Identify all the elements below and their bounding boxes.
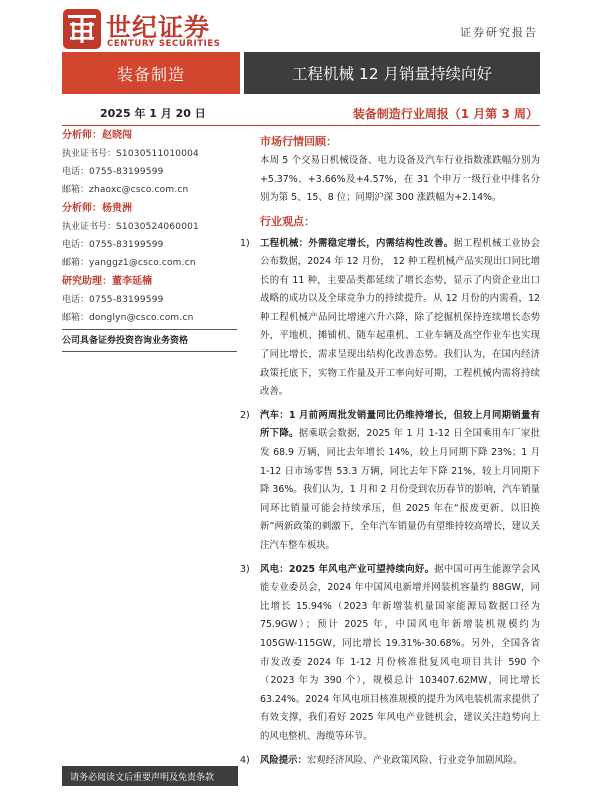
analyst-block: [62, 200, 237, 272]
item-heading: 风险提示：: [260, 754, 307, 766]
analyst-name: 分析师：杨贵洲: [62, 203, 132, 214]
item-text: [260, 752, 540, 771]
item-number: 4): [240, 754, 250, 766]
item-text: [260, 561, 540, 747]
qualification-note: 公司具备证券投资咨询业务资格: [62, 336, 189, 346]
sector-banner: 装备制造: [62, 52, 240, 94]
view-item-risk: [240, 752, 540, 771]
market-review-text: 本周 5 个交易日机械设备、电力设备及汽车行业指数涨跌幅分别为+5.37%、+3.66%及+4.57%，在 31 个申万一级行业中排名分别为第 5、15、8 位；同期沪深 300 涨跌幅为+2.14%。: [260, 155, 540, 203]
analyst-phone: 电话：0755-83199599: [62, 240, 164, 250]
report-type: 证券研究报告: [460, 26, 538, 39]
analyst-phone: 电话：0755-83199599: [62, 167, 164, 177]
item-number: 2): [240, 409, 250, 421]
item-body: 据乘联会数据，2025 年 1 月 1-12 日全国乘用车厂家批发 68.9 万辆，同比去年增长 14%，较上月同期下降 23%；1 月 1-12 日市场零售 53.3 万辆，同比去年下降 21%，较上月同期下降 36%。我们认为，1 月和 2 月份受到农历春节的影响，汽车销量同环比销量可能会持续承压，但 2025 年在“报废更新、以旧换新”两新政策的刺激下，全年汽车销量仍有望维持较高增长，建议关注汽车整车板块。: [260, 428, 540, 551]
assistant-name: 研究助理：董李延楠: [62, 276, 152, 287]
item-number: 1): [240, 237, 250, 249]
item-number: 3): [240, 563, 250, 575]
item-body: 据工程机械工业协会公布数据，2024 年 12 月份， 12 种工程机械产品实现出口同比增长的有 11 种，主要品类都延续了增长态势，显示了内资企业出口战略的成功以及全球竞争力的持续提升。从 12 月份的内需看，12 种工程机械产品同比增速六升六降，除了挖掘机保持连续增长态势外，平地机、摊铺机、随车起重机、工业车辆及高空作业车也实现了同比增长，需求呈现出结构化改善态势。我们认为，在国内经济政策托底下，实物工作量及开工率向好可期，工程机械内需将持续改善。: [260, 237, 540, 398]
report-title: 工程机械 12 月销量持续向好: [244, 52, 540, 94]
item-text: [260, 407, 540, 556]
report-date: 2025 年 1 月 20 日: [100, 107, 206, 120]
brand-name-cn: 世纪证券: [106, 13, 211, 42]
item-text: [260, 235, 540, 402]
analyst-email[interactable]: 邮箱：zhaoxc@csco.com.cn: [62, 185, 189, 195]
item-heading: 汽车：1 月前两周批发销量同比仍维持增长，但较上月同期销量有所下降。: [260, 409, 540, 440]
analyst-sidebar: [62, 126, 237, 352]
analyst-block: [62, 127, 237, 199]
item-heading: 工程机械：外需稳定增长，内需结构性改善。: [260, 237, 454, 249]
item-body: 宏观经济风险、产业政策风险、行业竞争加剧风险。: [306, 754, 523, 766]
view-item-auto: [240, 407, 540, 556]
sidebar-rule: [62, 351, 237, 352]
item-body: 据中国可再生能源学会风能专业委员会，2024 年中国风电新增并网装机容量约 88GW，同比增长 15.94%（2023 年新增装机量国家能源局数据口径为 75.9GW）；预计 2025 年，中国风电年新增装机规模约为 105GW-115GW，同比增长 19.31%-30.68%。另外，全国各省市发改委 2024 年 1-12 月份核准批复风电项目共计 590 个（2023 年为 390 个），规模总计 103407.62MW，同比增长 63.24%。2024 年风电项目核准规模的提升为风电装机需求提供了有效支撑，我们看好 2025 年风电产业链机会，建议关注趋势向上的风电整机、海缆等环节。: [260, 563, 540, 742]
main-content: [240, 134, 540, 770]
analyst-email[interactable]: 邮箱：yanggz1@csco.com.cn: [62, 258, 196, 268]
view-item-machinery: [240, 235, 540, 402]
assistant-email[interactable]: 邮箱：donglyn@csco.com.cn: [62, 313, 194, 323]
view-item-wind: [240, 561, 540, 747]
analyst-name: 分析师：赵晓闯: [62, 130, 132, 141]
market-review-title: 市场行情回顾：: [260, 135, 337, 148]
assistant-phone: 电话：0755-83199599: [62, 295, 164, 305]
brand-name-en: CENTURY SECURITIES: [107, 39, 221, 49]
industry-views-title: 行业观点：: [260, 214, 315, 228]
item-heading: 风电：2025 年风电产业可望持续向好。: [260, 563, 435, 575]
report-subtitle: 装备制造行业周报（1 月第 3 周）: [352, 107, 538, 121]
century-securities-logo-icon: [62, 8, 102, 50]
disclaimer-footer: 请务必阅读文后重要声明及免责条款: [62, 766, 238, 786]
assistant-block: [62, 273, 237, 327]
analyst-license: 执业证书号：S1030524060001: [62, 222, 199, 232]
analyst-license: 执业证书号：S1030511010004: [62, 149, 199, 159]
brand-logo: [62, 8, 232, 52]
